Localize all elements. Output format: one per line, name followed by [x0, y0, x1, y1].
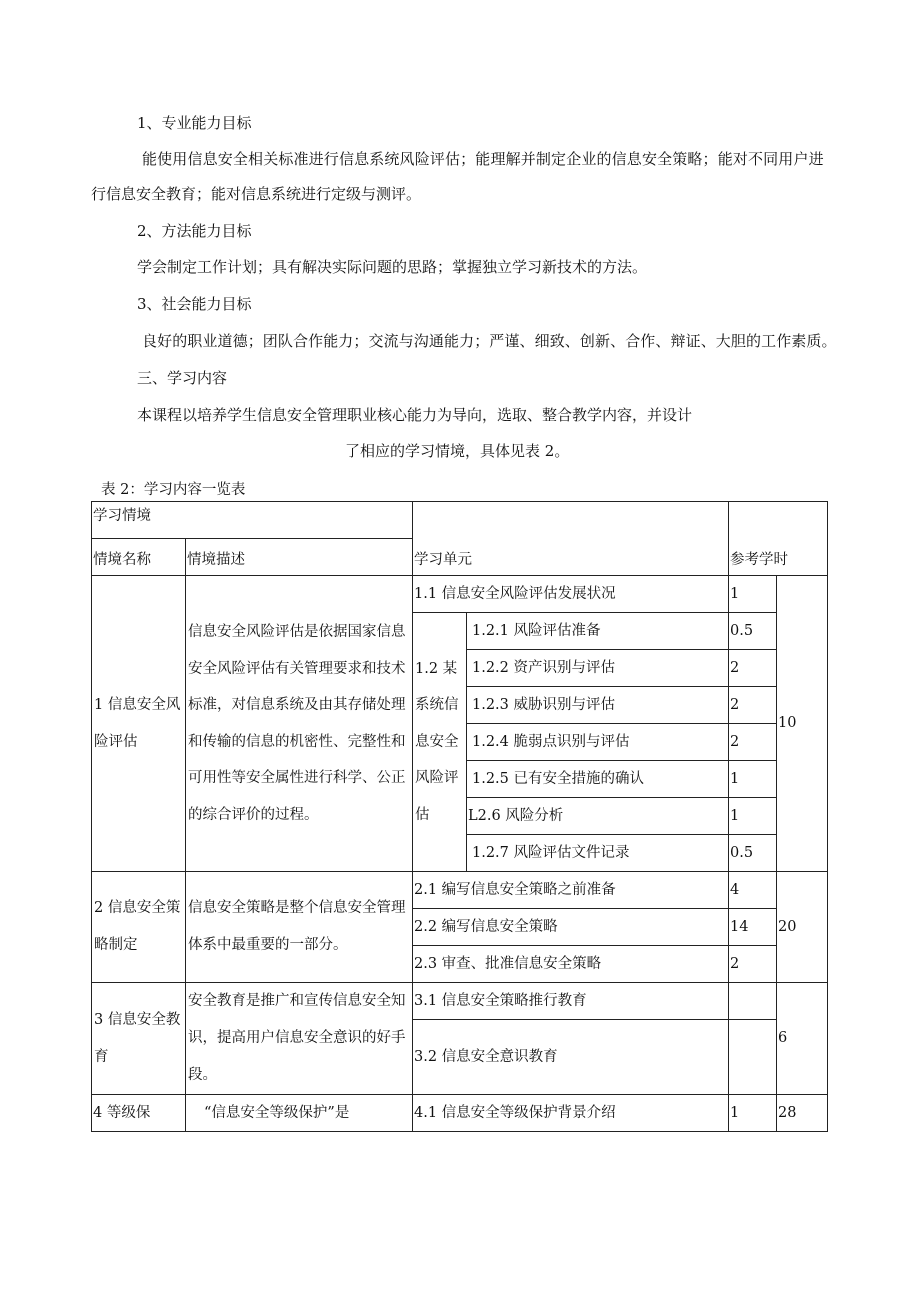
s1-hours-1-2-7: 0.5 — [729, 835, 777, 872]
s1-desc: 信息安全风险评估是依据国家信息安全风险评估有关管理要求和技术标准，对信息系统及由其存储处理和传输的信息的机密性、完整性和可用性等安全属性进行科学、公正的综合评价的过程。 — [186, 576, 413, 872]
s4-name: 4 等级保 — [92, 1095, 186, 1132]
s2-hours-2-2: 14 — [729, 909, 777, 946]
s1-unit-1-2-5: 1.2.5 已有安全措施的确认 — [467, 761, 729, 798]
s2-unit-2-3: 2.3 审查、批准信息安全策略 — [413, 946, 729, 983]
s3-unit-3-1: 3.1 信息安全策略推行教育 — [413, 983, 729, 1020]
s3-hours-3-2 — [729, 1020, 777, 1095]
heading-social-ability: 3、社会能力目标 — [137, 295, 252, 313]
s1-hours-1-2-1: 0.5 — [729, 613, 777, 650]
header-learning-unit: 学习单元 — [413, 502, 729, 576]
s1-unit-1-2-2: 1.2.2 资产识别与评估 — [467, 650, 729, 687]
paragraph-method-ability: 学会制定工作计划；具有解决实际问题的思路；掌握独立学习新技术的方法。 — [137, 258, 648, 276]
s2-desc: 信息安全策略是整个信息安全管理体系中最重要的一部分。 — [186, 872, 413, 983]
s4-desc: “信息安全等级保护”是 — [186, 1095, 413, 1132]
paragraph-professional-ability-1: 能使用信息安全相关标准进行信息系统风险评估；能理解并制定企业的信息安全策略；能对不同用户进 — [142, 150, 824, 168]
heading-professional-ability: 1、专业能力目标 — [137, 114, 252, 132]
s3-total-hours: 6 — [777, 983, 828, 1095]
s2-name: 2 信息安全策略制定 — [92, 872, 186, 983]
s1-hours-1-1: 1 — [729, 576, 777, 613]
s3-hours-3-1 — [729, 983, 777, 1020]
s1-total-hours: 10 — [777, 576, 828, 872]
s2-total-hours: 20 — [777, 872, 828, 983]
s1-unit-1-1: 1.1 信息安全风险评估发展状况 — [413, 576, 729, 613]
s1-hours-1-2-6: 1 — [729, 798, 777, 835]
header-situation-desc: 情境描述 — [186, 539, 413, 576]
s1-unit-1-2-7: 1.2.7 风险评估文件记录 — [467, 835, 729, 872]
s1-unit-1-2-1: 1.2.1 风险评估准备 — [467, 613, 729, 650]
s4-total-hours: 28 — [777, 1095, 828, 1132]
s4-unit-4-1: 4.1 信息安全等级保护背景介绍 — [413, 1095, 729, 1132]
header-situation-name: 情境名称 — [92, 539, 186, 576]
s2-unit-2-2: 2.2 编写信息安全策略 — [413, 909, 729, 946]
s1-hours-1-2-2: 2 — [729, 650, 777, 687]
s2-hours-2-1: 4 — [729, 872, 777, 909]
s3-name: 3 信息安全教育 — [92, 983, 186, 1095]
s3-desc: 安全教育是推广和宣传信息安全知识，提高用户信息安全意识的好手段。 — [186, 983, 413, 1095]
s1-hours-1-2-5: 1 — [729, 761, 777, 798]
s1-unit-1-2-4: 1.2.4 脆弱点识别与评估 — [467, 724, 729, 761]
heading-learning-content: 三、学习内容 — [137, 369, 228, 387]
s2-unit-2-1: 2.1 编写信息安全策略之前准备 — [413, 872, 729, 909]
paragraph-learning-content-2: 了相应的学习情境，具体见表 2。 — [345, 442, 570, 460]
s2-hours-2-3: 2 — [729, 946, 777, 983]
s1-hours-1-2-4: 2 — [729, 724, 777, 761]
s3-unit-3-2: 3.2 信息安全意识教育 — [413, 1020, 729, 1095]
s1-unit-1-2-3: 1.2.3 威胁识别与评估 — [467, 687, 729, 724]
paragraph-social-ability: 良好的职业道德；团队合作能力；交流与沟通能力；严谨、细致、创新、合作、辩证、大胆的工作素质。 — [142, 332, 837, 350]
paragraph-learning-content-1: 本课程以培养学生信息安全管理职业核心能力为导向，选取、整合教学内容，并设计 — [137, 406, 693, 424]
s4-hours-4-1: 1 — [729, 1095, 777, 1132]
heading-method-ability: 2、方法能力目标 — [137, 222, 252, 240]
s1-unit-1-2-6: L2.6 风险分析 — [467, 798, 729, 835]
s1-name: 1 信息安全风险评估 — [92, 576, 186, 872]
learning-content-table — [91, 501, 828, 1132]
header-reference-hours: 参考学时 — [729, 502, 828, 576]
header-situation: 学习情境 — [92, 502, 413, 539]
table-caption: 表 2：学习内容一览表 — [101, 482, 246, 498]
s1-hours-1-2-3: 2 — [729, 687, 777, 724]
paragraph-professional-ability-2: 行信息安全教育；能对信息系统进行定级与测评。 — [91, 185, 422, 203]
s1-unit-1-2: 1.2 某系统信息安全风险评估 — [413, 613, 467, 872]
